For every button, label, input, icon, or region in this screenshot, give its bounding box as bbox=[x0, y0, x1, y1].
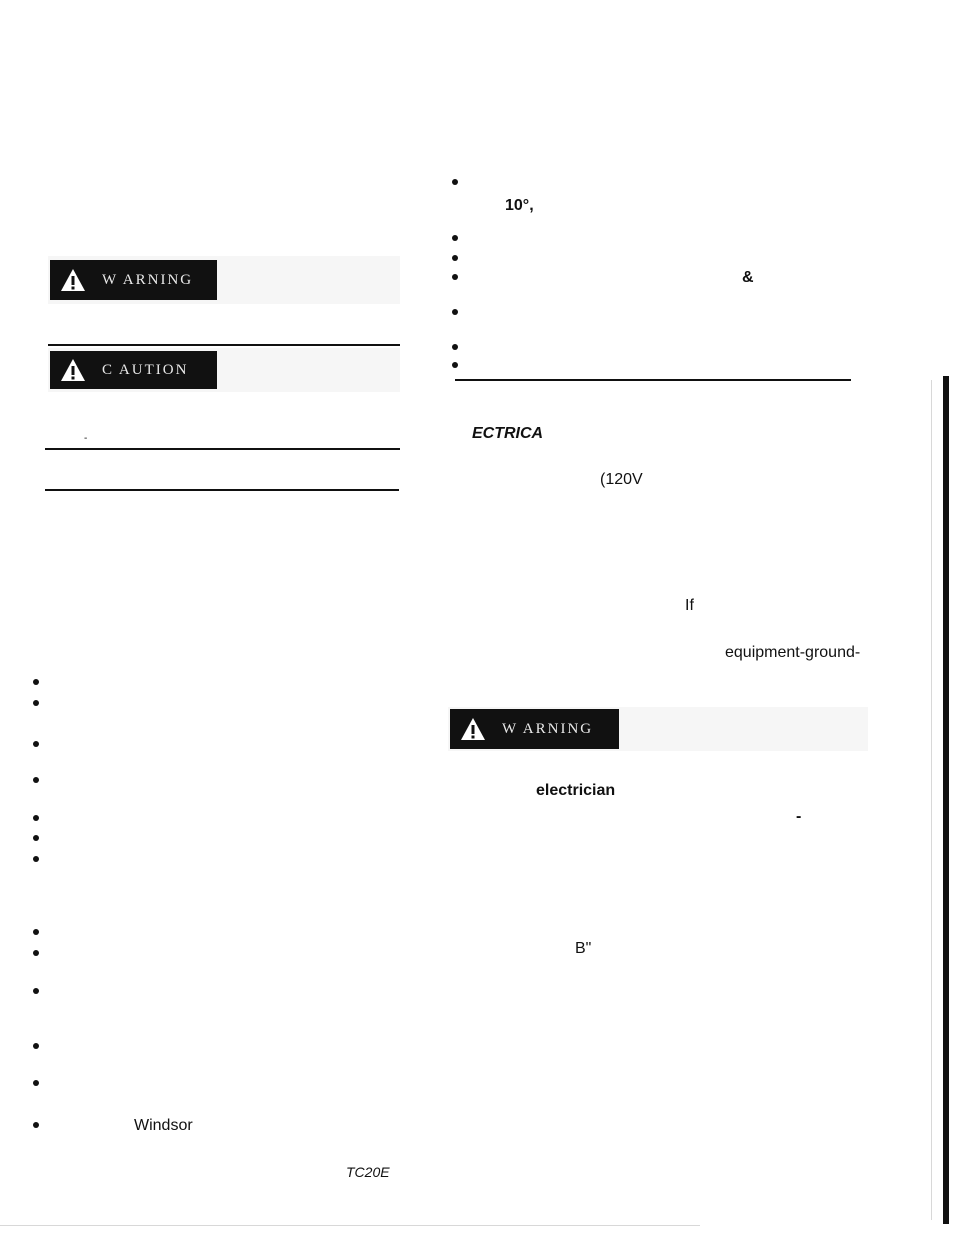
warning-badge-2 bbox=[450, 709, 619, 749]
list-bullet bbox=[452, 309, 458, 315]
warning-triangle-icon bbox=[60, 358, 86, 382]
list-bullet bbox=[452, 362, 458, 368]
list-bullet bbox=[452, 344, 458, 350]
divider-rule bbox=[455, 379, 851, 381]
list-bullet bbox=[33, 777, 39, 783]
electrical-heading: ECTRICA bbox=[472, 425, 544, 442]
list-bullet bbox=[33, 700, 39, 706]
list-bullet bbox=[33, 1043, 39, 1049]
warning-label: W ARNING bbox=[502, 720, 594, 737]
degrees-text: 10°, bbox=[505, 197, 534, 214]
list-bullet bbox=[33, 929, 39, 935]
electrician-text: electrician bbox=[536, 782, 616, 799]
list-bullet bbox=[452, 179, 458, 185]
list-bullet bbox=[452, 235, 458, 241]
model-footer: TC20E bbox=[346, 1164, 390, 1180]
tick-mark: - bbox=[84, 433, 88, 444]
voltage-text: (120V bbox=[600, 471, 643, 488]
list-bullet bbox=[452, 255, 458, 261]
list-bullet bbox=[33, 1080, 39, 1086]
page-edge-bar bbox=[943, 376, 949, 1224]
scan-line bbox=[931, 380, 932, 1220]
list-bullet bbox=[33, 815, 39, 821]
list-bullet bbox=[452, 274, 458, 280]
b-quote-text: B" bbox=[575, 940, 592, 957]
caution-label: C AUTION bbox=[102, 361, 189, 378]
warning-triangle-icon bbox=[460, 717, 486, 741]
list-bullet bbox=[33, 741, 39, 747]
scan-line bbox=[0, 1225, 700, 1226]
warning-triangle-icon bbox=[60, 268, 86, 292]
divider-rule bbox=[45, 489, 399, 491]
list-bullet bbox=[33, 835, 39, 841]
dash-mark: - bbox=[796, 808, 802, 825]
divider-rule bbox=[48, 344, 400, 346]
list-bullet bbox=[33, 1122, 39, 1128]
warning-badge-1 bbox=[50, 260, 217, 300]
ampersand-text: & bbox=[742, 269, 754, 286]
divider-rule bbox=[45, 448, 400, 450]
windsor-text: Windsor bbox=[134, 1117, 193, 1134]
list-bullet bbox=[33, 679, 39, 685]
list-bullet bbox=[33, 988, 39, 994]
if-text: If bbox=[685, 597, 694, 614]
list-bullet bbox=[33, 950, 39, 956]
warning-label: W ARNING bbox=[102, 271, 194, 288]
ground-text: equipment-ground- bbox=[725, 644, 861, 661]
list-bullet bbox=[33, 856, 39, 862]
caution-badge bbox=[50, 351, 217, 389]
